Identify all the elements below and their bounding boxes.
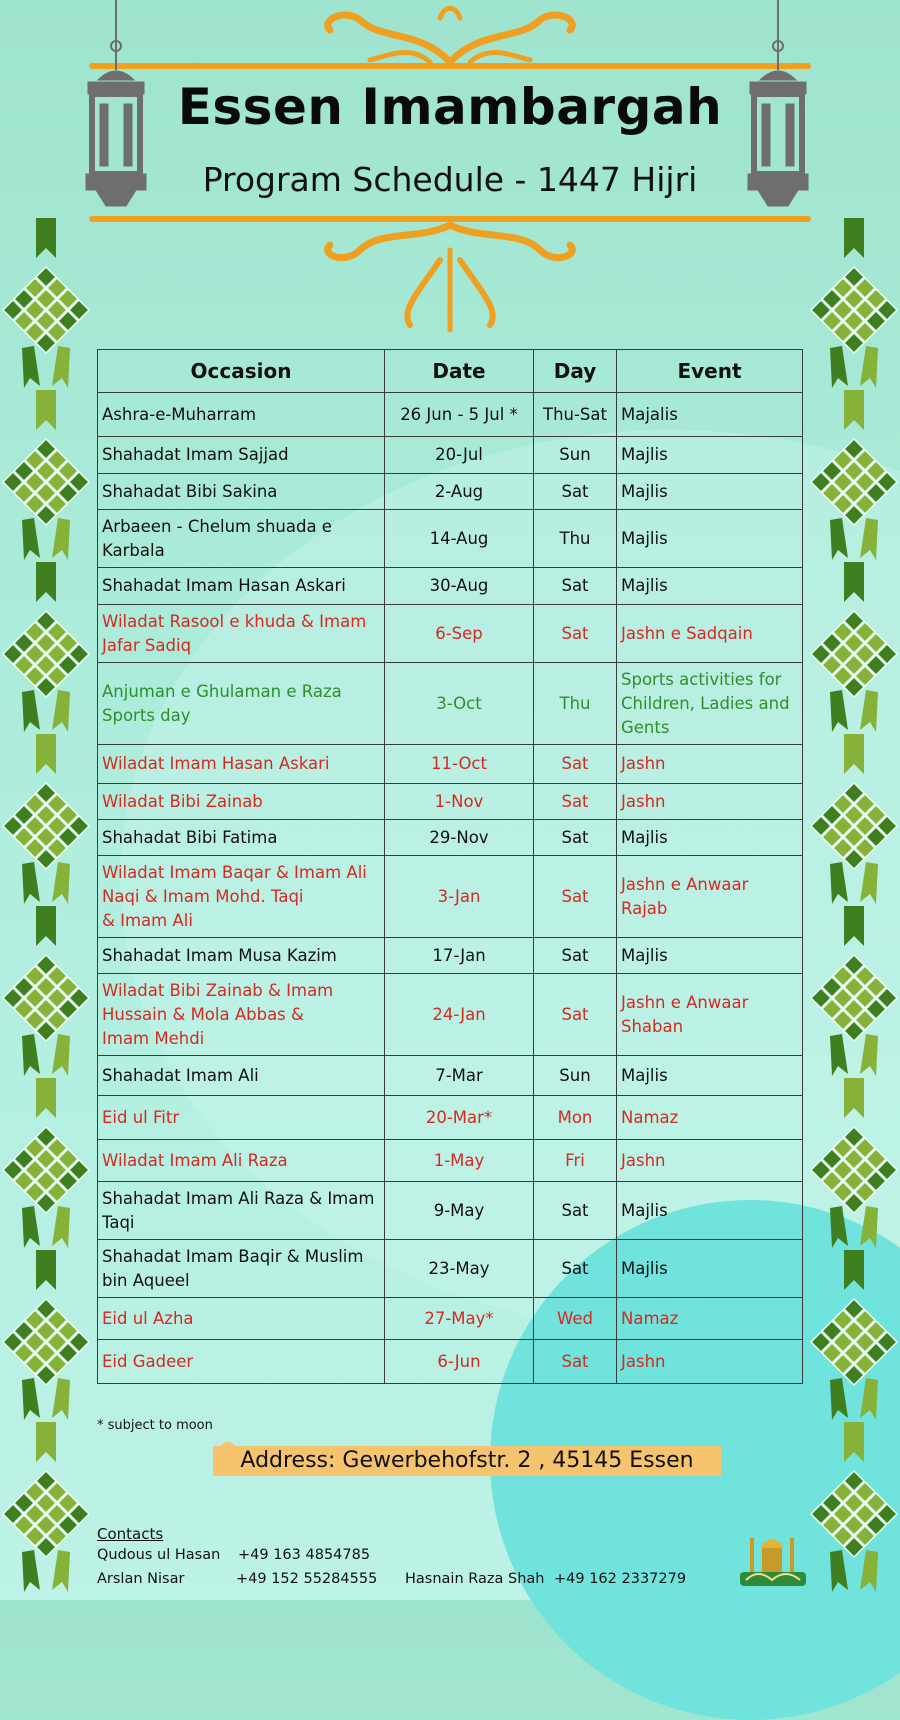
occasion-cell: [98, 437, 385, 474]
occasion-line: Sports day: [102, 705, 191, 725]
header-occasion: Occasion: [98, 350, 385, 393]
day-cell: Sat: [534, 1340, 617, 1384]
schedule-table: [97, 349, 803, 1384]
occasion-cell: [98, 1056, 385, 1096]
date-cell: 1-Nov: [385, 784, 534, 820]
occasion-line: Arbaeen - Chelum shuada e: [102, 516, 332, 536]
event-line: Majlis: [621, 576, 668, 595]
table-row: [98, 745, 803, 784]
occasion-cell: [98, 820, 385, 856]
event-line: Majlis: [621, 1258, 668, 1278]
table-row: [98, 393, 803, 437]
day-cell: Thu: [534, 663, 617, 745]
date-cell: 6-Jun: [385, 1340, 534, 1384]
occasion-line: Naqi & Imam Mohd. Taqi: [102, 886, 304, 906]
occasion-line: Shahadat Imam Baqir & Muslim: [102, 1246, 364, 1266]
event-cell: [617, 745, 803, 784]
event-cell: [617, 1056, 803, 1096]
day-cell: Thu: [534, 510, 617, 568]
date-cell: 3-Jan: [385, 856, 534, 938]
header-day: Day: [534, 350, 617, 393]
table-row: [98, 1096, 803, 1140]
occasion-line: Wiladat Imam Baqar & Imam Ali: [102, 862, 367, 882]
day-cell: Sat: [534, 938, 617, 974]
occasion-line: Wiladat Bibi Zainab & Imam: [102, 980, 334, 1000]
table-row: [98, 1182, 803, 1240]
table-row: [98, 474, 803, 510]
table-row: [98, 784, 803, 820]
day-cell: Sat: [534, 605, 617, 663]
day-cell: Sat: [534, 1182, 617, 1240]
event-line: Jashn e Sadqain: [621, 623, 753, 643]
occasion-line: Karbala: [102, 540, 165, 560]
schedule-body: [98, 393, 803, 1384]
occasion-cell: [98, 856, 385, 938]
occasion-cell: [98, 1182, 385, 1240]
date-cell: 29-Nov: [385, 820, 534, 856]
header-date: Date: [385, 350, 534, 393]
day-cell: Sat: [534, 1240, 617, 1298]
table-row: [98, 568, 803, 605]
date-cell: 11-Oct: [385, 745, 534, 784]
occasion-line: Wiladat Imam Ali Raza: [102, 1150, 288, 1170]
date-cell: 26 Jun - 5 Jul *: [385, 393, 534, 437]
event-cell: [617, 820, 803, 856]
occasion-cell: [98, 510, 385, 568]
page-subtitle: Program Schedule - 1447 Hijri: [202, 160, 698, 199]
occasion-cell: [98, 663, 385, 745]
occasion-cell: [98, 1298, 385, 1340]
day-cell: Sat: [534, 784, 617, 820]
occasion-line: Shahadat Imam Musa Kazim: [102, 945, 337, 965]
event-cell: [617, 474, 803, 510]
contact-phone: +49 163 4854785: [238, 1547, 371, 1563]
table-row: [98, 1056, 803, 1096]
event-line: Namaz: [621, 1308, 679, 1328]
occasion-line: Shahadat Bibi Sakina: [102, 481, 278, 501]
date-cell: 9-May: [385, 1182, 534, 1240]
occasion-line: Shahadat Imam Ali Raza & Imam: [102, 1188, 375, 1208]
day-cell: Fri: [534, 1140, 617, 1182]
occasion-cell: [98, 1140, 385, 1182]
date-cell: 20-Mar*: [385, 1096, 534, 1140]
occasion-line: Imam Mehdi: [102, 1028, 205, 1048]
header-event: Event: [617, 350, 803, 393]
event-line: Majlis: [621, 827, 668, 847]
occasion-line: Eid ul Fitr: [102, 1107, 180, 1127]
event-cell: [617, 510, 803, 568]
contact-name: Arslan Nisar: [97, 1571, 185, 1587]
table-row: [98, 1140, 803, 1182]
occasion-line: Eid ul Azha: [102, 1308, 194, 1328]
date-cell: 30-Aug: [385, 568, 534, 605]
event-cell: [617, 1096, 803, 1140]
event-line: Jashn: [621, 1150, 666, 1170]
event-line: Majlis: [621, 528, 668, 548]
occasion-line: Jafar Sadiq: [102, 635, 192, 655]
event-line: Namaz: [621, 1107, 679, 1127]
event-cell: [617, 784, 803, 820]
occasion-line: Anjuman e Ghulaman e Raza: [102, 681, 342, 701]
occasion-line: Eid Gadeer: [102, 1351, 194, 1371]
event-cell: [617, 974, 803, 1056]
occasion-line: bin Aqueel: [102, 1270, 190, 1290]
date-cell: 23-May: [385, 1240, 534, 1298]
occasion-cell: [98, 568, 385, 605]
table-row: [98, 510, 803, 568]
table-row: [98, 1240, 803, 1298]
occasion-line: Wiladat Rasool e khuda & Imam: [102, 611, 367, 631]
occasion-line: Shahadat Imam Ali: [102, 1065, 259, 1085]
event-line: Children, Ladies and: [621, 693, 790, 713]
date-cell: 14-Aug: [385, 510, 534, 568]
occasion-cell: [98, 974, 385, 1056]
table-row: [98, 1298, 803, 1340]
event-cell: [617, 1240, 803, 1298]
event-cell: [617, 663, 803, 745]
occasion-cell: [98, 1240, 385, 1298]
day-cell: Mon: [534, 1096, 617, 1140]
event-cell: [617, 437, 803, 474]
occasion-line: Hussain & Mola Abbas &: [102, 1004, 304, 1024]
date-cell: 6-Sep: [385, 605, 534, 663]
event-line: Jashn: [621, 1351, 666, 1371]
event-cell: [617, 856, 803, 938]
occasion-line: Shahadat Imam Sajjad: [102, 445, 289, 464]
table-row: [98, 1340, 803, 1384]
occasion-line: Wiladat Imam Hasan Askari: [102, 754, 330, 773]
table-row: [98, 820, 803, 856]
event-line: Gents: [621, 717, 670, 737]
occasion-cell: [98, 474, 385, 510]
date-cell: 1-May: [385, 1140, 534, 1182]
address-banner: [213, 1446, 721, 1476]
event-line: Shaban: [621, 1016, 684, 1036]
day-cell: Sun: [534, 437, 617, 474]
event-line: Jashn e Anwaar: [621, 992, 749, 1012]
event-line: Majlis: [621, 1065, 668, 1085]
occasion-line: Shahadat Bibi Fatima: [102, 827, 278, 847]
event-line: Majalis: [621, 404, 678, 424]
table-row: [98, 605, 803, 663]
event-cell: [617, 605, 803, 663]
day-cell: Wed: [534, 1298, 617, 1340]
occasion-line: Wiladat Bibi Zainab: [102, 791, 263, 811]
right-vine-ornament: [808, 218, 900, 1600]
event-cell: [617, 1298, 803, 1340]
left-vine-ornament: [0, 218, 92, 1600]
table-row: [98, 437, 803, 474]
occasion-cell: [98, 393, 385, 437]
occasion-cell: [98, 938, 385, 974]
occasion-line: & Imam Ali: [102, 910, 193, 930]
address-text: Address: Gewerbehofstr. 2 , 45145 Essen: [240, 1448, 694, 1473]
contact-name: Qudous ul Hasan: [97, 1547, 221, 1563]
date-cell: 7-Mar: [385, 1056, 534, 1096]
event-cell: [617, 938, 803, 974]
event-line: Jashn: [621, 791, 666, 811]
table-row: [98, 974, 803, 1056]
occasion-line: Ashra-e-Muharram: [102, 404, 257, 424]
table-row: [98, 938, 803, 974]
event-line: Sports activities for: [621, 669, 782, 689]
event-cell: [617, 1340, 803, 1384]
day-cell: Sat: [534, 974, 617, 1056]
occasion-cell: [98, 745, 385, 784]
event-line: Jashn e Anwaar: [621, 874, 749, 894]
event-cell: [617, 568, 803, 605]
date-cell: 27-May*: [385, 1298, 534, 1340]
occasion-cell: [98, 1096, 385, 1140]
event-line: Majlis: [621, 445, 668, 464]
contact-phone: +49 162 2337279: [554, 1571, 687, 1587]
date-cell: 17-Jan: [385, 938, 534, 974]
table-row: [98, 856, 803, 938]
event-cell: [617, 1182, 803, 1240]
day-cell: Sun: [534, 1056, 617, 1096]
event-cell: [617, 1140, 803, 1182]
event-cell: [617, 393, 803, 437]
day-cell: Sat: [534, 745, 617, 784]
day-cell: Sat: [534, 568, 617, 605]
date-cell: 2-Aug: [385, 474, 534, 510]
contact-name: Hasnain Raza Shah: [405, 1571, 545, 1587]
occasion-cell: [98, 605, 385, 663]
day-cell: Sat: [534, 820, 617, 856]
event-line: Majlis: [621, 945, 668, 965]
day-cell: Sat: [534, 474, 617, 510]
occasion-line: Taqi: [102, 1212, 135, 1232]
occasion-cell: [98, 784, 385, 820]
day-cell: Thu-Sat: [534, 393, 617, 437]
date-cell: 3-Oct: [385, 663, 534, 745]
event-line: Jashn: [621, 754, 666, 773]
event-line: Majlis: [621, 1200, 668, 1220]
table-row: [98, 663, 803, 745]
occasion-line: Shahadat Imam Hasan Askari: [102, 576, 346, 595]
address-decoration: [221, 1442, 235, 1454]
event-line: Rajab: [621, 898, 668, 918]
day-cell: Sat: [534, 856, 617, 938]
table-header-row: [98, 350, 803, 393]
date-cell: 24-Jan: [385, 974, 534, 1056]
page-title: Essen Imambargah: [177, 78, 723, 136]
moon-note: * subject to moon: [97, 1418, 213, 1433]
shrine-logo-icon: [738, 1528, 808, 1590]
contact-phone: +49 152 55284555: [236, 1571, 378, 1587]
contacts-title: Contacts: [97, 1525, 164, 1543]
date-cell: 20-Jul: [385, 437, 534, 474]
occasion-cell: [98, 1340, 385, 1384]
event-line: Majlis: [621, 481, 668, 501]
